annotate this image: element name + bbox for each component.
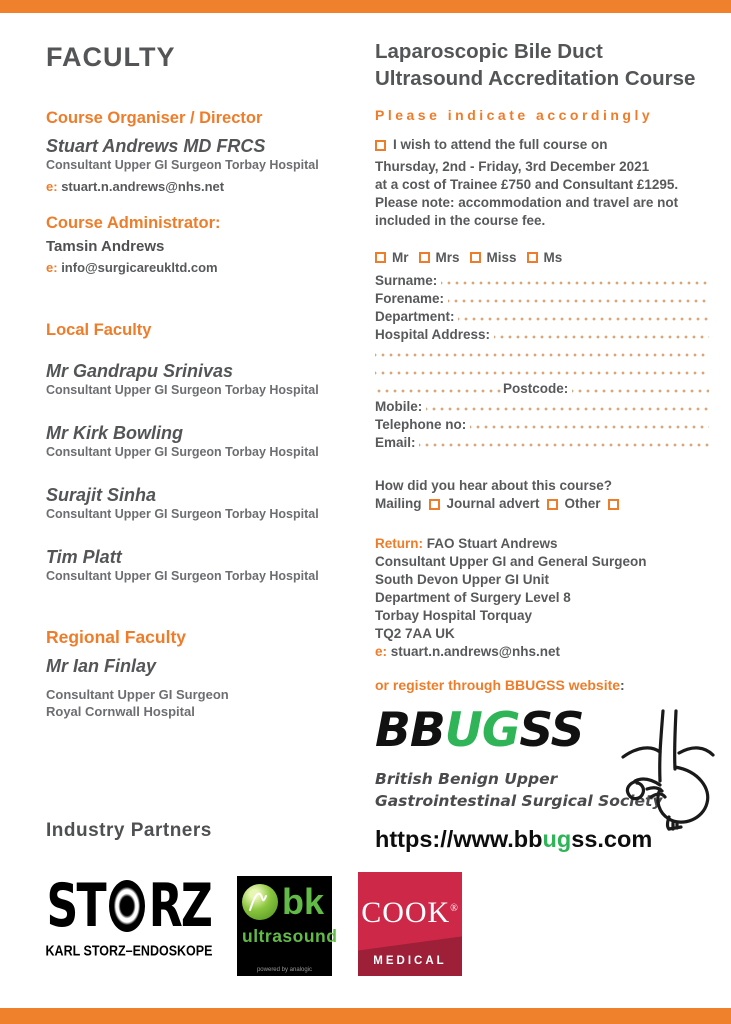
bbugss-tagline-1: British Benign Upper — [375, 770, 558, 788]
mrs-label: Mrs — [435, 250, 460, 265]
email-label: Email: — [375, 435, 420, 450]
storz-target-o-icon — [109, 880, 145, 932]
return-line: Department of Surgery Level 8 — [375, 590, 571, 605]
regional-role-2: Royal Cornwall Hospital — [46, 704, 195, 719]
bk-name: bk — [282, 881, 325, 922]
ms-label: Ms — [543, 250, 563, 265]
bbugss-tagline-2: Gastrointestinal Surgical Society — [375, 792, 663, 810]
mrs-checkbox[interactable] — [419, 252, 430, 263]
regional-name: Mr Ian Finlay — [46, 656, 157, 676]
surname-field-row — [375, 273, 709, 291]
address-continuation-row — [375, 345, 709, 363]
postcode-label: Postcode: — [503, 381, 573, 396]
storz-wordmark — [44, 872, 214, 940]
cook-band — [358, 932, 462, 976]
member-name: Mr Gandrapu Srinivas — [46, 361, 234, 381]
registered-trademark-icon: ® — [450, 903, 459, 914]
storz-subtitle: KARL STORZ–ENDOSKOPE — [45, 942, 213, 960]
organiser-heading: Course Organiser / Director — [46, 109, 263, 127]
storz-letters-st: ST — [46, 871, 106, 941]
bbugss-ug: UG — [444, 703, 520, 758]
address-dotted-line — [375, 381, 503, 399]
mr-checkbox[interactable] — [375, 252, 386, 263]
bottom-orange-bar — [0, 1008, 731, 1024]
hospital-address-label: Hospital Address: — [375, 327, 494, 342]
return-line: South Devon Upper GI Unit — [375, 572, 549, 587]
email-prefix: e: — [46, 260, 58, 275]
return-email[interactable]: stuart.n.andrews@nhs.net — [390, 644, 560, 659]
department-field-row — [375, 309, 709, 327]
cook-wordmark: COOK — [361, 896, 451, 929]
form-fields — [375, 273, 709, 453]
mobile-label: Mobile: — [375, 399, 426, 414]
mailing-label: Mailing — [375, 496, 422, 511]
bbugss-bb: BB — [375, 703, 445, 758]
stomach-drawing-icon — [607, 705, 717, 833]
course-title-line2: Ultrasound Accreditation Course — [375, 67, 696, 90]
return-name: FAO Stuart Andrews — [426, 536, 558, 551]
bk-sphere-icon — [242, 884, 278, 920]
department-dotted-line — [458, 309, 709, 327]
bk-product: ultrasound — [242, 926, 338, 946]
member-name: Surajit Sinha — [46, 485, 157, 505]
url-pre: https://www.bb — [375, 826, 543, 852]
surname-dotted-line — [441, 273, 709, 291]
faculty-column — [46, 42, 366, 720]
address-continuation-row — [375, 363, 709, 381]
attend-date: Thursday, 2nd - Friday, 3rd December 2021 — [375, 159, 650, 174]
telephone-dotted-line — [470, 417, 709, 435]
member-role: Consultant Upper GI Surgeon Torbay Hospital — [46, 569, 319, 583]
url-ug: ug — [542, 826, 572, 852]
admin-email[interactable]: info@surgicareukltd.com — [61, 260, 218, 275]
other-label: Other — [564, 496, 601, 511]
hear-question: How did you hear about this course? — [375, 478, 613, 493]
address-dotted-line — [375, 363, 709, 381]
other-checkbox[interactable] — [608, 499, 619, 510]
attend-note-1: Please note: accommodation and travel are not — [375, 195, 679, 210]
return-address-block — [375, 535, 709, 661]
mailing-checkbox[interactable] — [429, 499, 440, 510]
forename-dotted-line — [448, 291, 709, 309]
bbugss-ss: SS — [519, 703, 584, 758]
admin-name: Tamsin Andrews — [46, 238, 165, 255]
hospital-address-dotted-line — [494, 327, 709, 345]
journal-advert-label: Journal advert — [446, 496, 540, 511]
bbugss-logo — [375, 703, 709, 863]
ms-checkbox[interactable] — [527, 252, 538, 263]
regional-role-1: Consultant Upper GI Surgeon — [46, 687, 229, 702]
storz-logo — [44, 872, 214, 958]
attend-cost: at a cost of Trainee £750 and Consultant £1295. — [375, 177, 679, 192]
attend-note-2: included in the course fee. — [375, 213, 546, 228]
attend-option — [375, 136, 709, 154]
postcode-field-row — [375, 381, 709, 399]
department-label: Department: — [375, 309, 459, 324]
faculty-title: FACULTY — [46, 42, 176, 72]
organiser-email-line — [46, 179, 366, 194]
hear-options-row — [375, 495, 709, 513]
faculty-member — [46, 485, 366, 523]
hear-about-section — [375, 477, 709, 513]
organiser-email[interactable]: stuart.n.andrews@nhs.net — [61, 179, 225, 194]
forename-label: Forename: — [375, 291, 448, 306]
bk-powered-by: powered by analogic — [256, 967, 313, 973]
email-dotted-line — [419, 435, 709, 453]
course-title-line1: Laparoscopic Bile Duct — [375, 40, 603, 63]
return-label: Return: — [375, 536, 423, 551]
email-field-row — [375, 435, 709, 453]
industry-partners-heading: Industry Partners — [46, 820, 212, 841]
title-options-row — [375, 250, 709, 265]
register-text: or register through BBUGSS website — [375, 677, 621, 693]
journal-advert-checkbox[interactable] — [547, 499, 558, 510]
hospital-address-field-row — [375, 327, 709, 345]
bk-logo-top — [242, 881, 327, 922]
telephone-label: Telephone no: — [375, 417, 470, 432]
cook-medical-logo — [358, 872, 462, 976]
member-role: Consultant Upper GI Surgeon Torbay Hospital — [46, 507, 319, 521]
attend-checkbox[interactable] — [375, 140, 386, 151]
regional-faculty-heading: Regional Faculty — [46, 627, 187, 647]
course-title — [375, 38, 709, 92]
url-post: ss.com — [571, 826, 653, 852]
top-orange-bar — [0, 0, 731, 13]
telephone-field-row — [375, 417, 709, 435]
mobile-field-row — [375, 399, 709, 417]
admin-heading: Course Administrator: — [46, 214, 221, 232]
return-line: TQ2 7AA UK — [375, 626, 455, 641]
forename-field-row — [375, 291, 709, 309]
email-prefix: e: — [46, 179, 58, 194]
admin-email-line — [46, 260, 366, 275]
indicate-heading: Please indicate accordingly — [375, 107, 654, 123]
attend-label: I wish to attend the full course on — [393, 137, 608, 152]
register-website-line — [375, 677, 709, 693]
faculty-member — [46, 361, 366, 399]
mobile-dotted-line — [426, 399, 709, 417]
return-email-line — [375, 643, 709, 661]
miss-label: Miss — [486, 250, 517, 265]
organiser-role: Consultant Upper GI Surgeon Torbay Hospital — [46, 158, 319, 172]
registration-column — [375, 38, 709, 863]
local-faculty-heading: Local Faculty — [46, 321, 152, 339]
address-dotted-line — [375, 345, 709, 363]
member-name: Mr Kirk Bowling — [46, 423, 184, 443]
postcode-dotted-line — [572, 381, 709, 399]
email-prefix: e: — [375, 644, 388, 659]
return-line — [375, 535, 709, 553]
mr-label: Mr — [392, 250, 409, 265]
return-line: Consultant Upper GI and General Surgeon — [375, 554, 647, 569]
member-name: Tim Platt — [46, 547, 122, 567]
cook-name — [358, 896, 462, 930]
register-colon: : — [620, 677, 625, 693]
surname-label: Surname: — [375, 273, 442, 288]
cook-division: MEDICAL — [373, 955, 447, 967]
miss-checkbox[interactable] — [470, 252, 481, 263]
bk-ultrasound-logo — [237, 876, 338, 976]
faculty-member — [46, 423, 366, 461]
faculty-member — [46, 547, 366, 585]
member-role: Consultant Upper GI Surgeon Torbay Hospital — [46, 383, 319, 397]
organiser-name: Stuart Andrews MD FRCS — [46, 136, 266, 156]
return-line: Torbay Hospital Torquay — [375, 608, 533, 623]
storz-letters-rz: RZ — [148, 871, 211, 941]
member-role: Consultant Upper GI Surgeon Torbay Hospital — [46, 445, 319, 459]
